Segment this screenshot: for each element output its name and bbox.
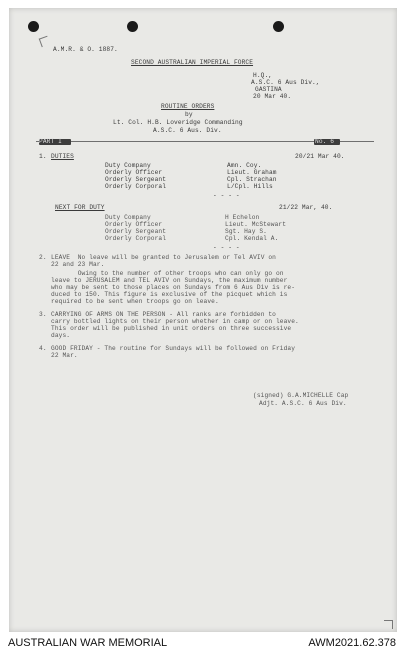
hq-line1: H.Q., xyxy=(253,72,273,79)
para2-line: 22 and 23 Mar. xyxy=(51,261,105,268)
duty-role: Orderly Officer xyxy=(105,169,163,176)
duty-person: Lieut. Graham xyxy=(227,169,277,176)
separator: - - - - xyxy=(213,244,240,251)
para2-line: duced to 150. This figure is exclusive of the picquet which is xyxy=(51,291,288,298)
by-line: by xyxy=(185,111,193,118)
duty-role: Duty Company xyxy=(105,162,151,169)
hq-line3: GASTINA xyxy=(255,86,282,93)
hq-line2: A.S.C. 6 Aus Div., xyxy=(251,79,320,86)
duty-person: Cpl. Strachan xyxy=(227,176,277,183)
next-duty-person: H Echelon xyxy=(225,214,260,221)
signature-line1: (signed) G.A.MICHELLE Cap xyxy=(253,392,349,399)
next-duty-heading: NEXT FOR DUTY xyxy=(55,204,105,211)
punch-hole xyxy=(28,21,39,32)
duties-heading: DUTIES xyxy=(51,153,74,160)
para3-line: days. xyxy=(51,332,71,339)
margin-mark xyxy=(384,620,393,629)
next-duty-person: Sgt. Hay S. xyxy=(225,228,267,235)
duties-date: 20/21 Mar 40. xyxy=(295,153,345,160)
para4-line: 22 Mar. xyxy=(51,352,78,359)
part-label: PART I xyxy=(39,138,62,145)
orders-heading: ROUTINE ORDERS xyxy=(161,103,215,110)
commander: Lt. Col. H.B. Loveridge Commanding xyxy=(113,119,243,126)
para3-line: carry bottled lights on their person whether in camp or on leave. xyxy=(51,318,299,325)
para2-line: leave to JERUSALEM and TEL AVIV on Sundays, the maximum number xyxy=(51,277,288,284)
next-duty-date: 21/22 Mar, 40. xyxy=(279,204,333,211)
para3-line: This order will be published in unit orders on three successive xyxy=(51,325,292,332)
duty-person: Amn. Coy. xyxy=(227,162,262,169)
footer-accession: AWM2021.62.378 xyxy=(308,637,396,649)
separator: - - - - xyxy=(213,192,240,199)
unit: A.S.C. 6 Aus. Div. xyxy=(153,127,222,134)
para-number: 2. xyxy=(39,254,47,261)
duties-number: 1. xyxy=(39,153,47,160)
next-duty-person: Cpl. Kendal A. xyxy=(225,235,279,242)
para-number: 4. xyxy=(39,345,47,352)
next-duty-person: Lieut. McStewart xyxy=(225,221,287,228)
punch-hole xyxy=(127,21,138,32)
footer-bar xyxy=(0,632,406,653)
signature-line2: Adjt. A.S.C. 6 Aus Div. xyxy=(259,400,347,407)
document-title: SECOND AUSTRALIAN IMPERIAL FORCE xyxy=(131,59,254,66)
document-date: 20 Mar 40. xyxy=(253,93,292,100)
para2-line: required to be sent when troops go on leave. xyxy=(51,298,219,305)
para3-line: CARRYING OF ARMS ON THE PERSON - All ranks are forbidden to xyxy=(51,311,276,318)
pencil-mark xyxy=(39,36,51,48)
next-duty-role: Orderly Sergeant xyxy=(105,228,167,235)
document-ref: A.M.R. & O. 1887. xyxy=(53,46,118,53)
para2-line: who may be sent to those places on Sundays from 6 Aus Div is re- xyxy=(51,284,296,291)
duty-person: L/Cpl. Hills xyxy=(227,183,273,190)
footer-source: AUSTRALIAN WAR MEMORIAL xyxy=(8,637,168,649)
duty-role: Orderly Sergeant xyxy=(105,176,167,183)
next-duty-role: Orderly Corporal xyxy=(105,235,167,242)
document-page xyxy=(9,8,397,632)
para4-line: GOOD FRIDAY - The routine for Sundays will be followed on Friday xyxy=(51,345,296,352)
next-duty-role: Orderly Officer xyxy=(105,221,163,228)
order-number: No. 6 xyxy=(315,138,335,145)
para2-line: Owing to the number of other troops who can only go on xyxy=(51,270,284,277)
duty-role: Orderly Corporal xyxy=(105,183,167,190)
para-number: 3. xyxy=(39,311,47,318)
para2-line: LEAVE No leave will be granted to Jerusalem or Tel AVIV on xyxy=(51,254,276,261)
next-duty-role: Duty Company xyxy=(105,214,151,221)
punch-hole xyxy=(273,21,284,32)
